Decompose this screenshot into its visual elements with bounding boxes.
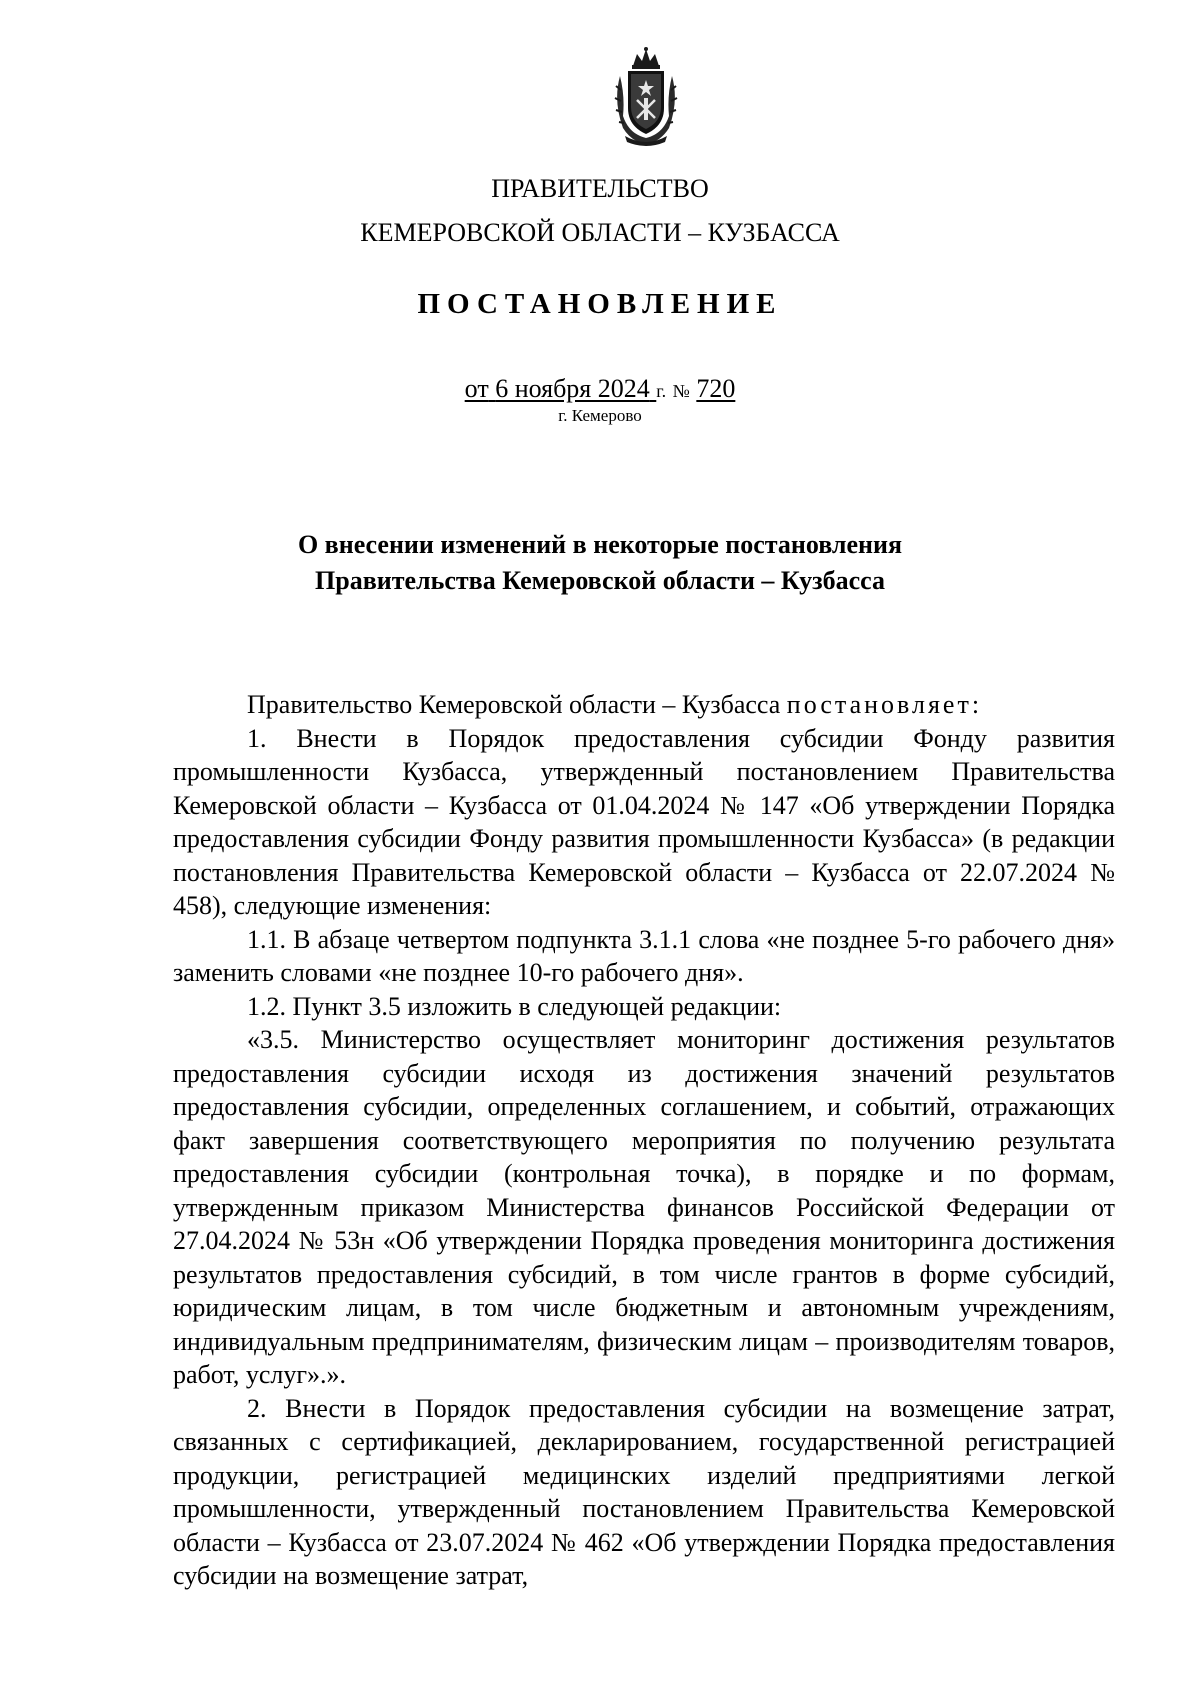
intro-colon: :: [971, 690, 980, 719]
organization-name-line-2: КЕМЕРОВСКОЙ ОБЛАСТИ – КУЗБАССА: [360, 218, 840, 247]
paragraph-1-1: 1.1. В абзаце четвертом подпункта 3.1.1 слова «не позднее 5-го рабочего дня» заменить словами «не позднее 10-го рабочего дня».: [173, 924, 1115, 987]
date-number-line: [0, 372, 1200, 408]
coat-of-arms-emblem: [611, 46, 681, 148]
document-title-line-1: О внесении изменений в некоторые постановления: [297, 530, 903, 559]
intro-text: Правительство Кемеровской области – Кузбасса: [247, 690, 787, 719]
document-title: [0, 527, 1200, 599]
paragraph-3-5-quote: «3.5. Министерство осуществляет мониторинг достижения результатов предоставления субсидии исходя из достижения значений результатов предоставления субсидии, определенных соглашением, и событий, отражающих факт завершения соответствующего мероприятия по получению результата предоставления субсидии (контрольная точка), в порядке и по формам, утвержденным приказом Министерства финансов Российской Федерации от 27.04.2024 № 53н «Об утверждении Порядка проведения мониторинга достижения результатов предоставления субсидий, в том числе грантов в форме субсидий, юридическим лицам, в том числе бюджетным и автономным учреждениям, индивидуальным предпринимателям, физическим лицам – производителям товаров, работ, услуг».».: [173, 1025, 1115, 1389]
year-suffix: г.: [656, 381, 667, 401]
organization-name-line-1: ПРАВИТЕЛЬСТВО: [491, 174, 709, 203]
document-number: 720: [696, 374, 736, 403]
paragraph-2: 2. Внести в Порядок предоставления субсидии на возмещение затрат, связанных с сертификацией, декларированием, государственной регистрацией продукции, регистрацией медицинских изделий предприятиями легкой промышленности, утвержденный постановлением Правительства Кемеровской области – Кузбасса от 23.07.2024 № 462 «Об утверждении Порядка предоставления субсидии на возмещение затрат,: [173, 1393, 1115, 1590]
document-date: 6 ноября 2024: [495, 374, 650, 403]
document-title-line-2: Правительства Кемеровской области – Кузбасса: [315, 566, 885, 595]
document-body: [173, 688, 1115, 1593]
date-prefix: от: [464, 374, 489, 403]
paragraph-1: 1. Внести в Порядок предоставления субсидии Фонду развития промышленности Кузбасса, утвержденный постановлением Правительства Кемеровской области – Кузбасса от 01.04.2024 № 147 «Об утверждении Порядка предоставления субсидии Фонду развития промышленности Кузбасса» (в редакции постановления Правительства Кемеровской области – Кузбасса от 22.07.2024 № 458), следующие изменения:: [173, 723, 1115, 920]
paragraph-1-2: 1.2. Пункт 3.5 изложить в следующей редакции:: [247, 991, 782, 1021]
document-type: ПОСТАНОВЛЕНИЕ: [417, 288, 783, 320]
number-sign: №: [672, 381, 690, 401]
intro-decision-word: постановляет: [786, 690, 972, 719]
city: г. Кемерово: [558, 406, 642, 425]
intro-paragraph: [173, 688, 1115, 722]
